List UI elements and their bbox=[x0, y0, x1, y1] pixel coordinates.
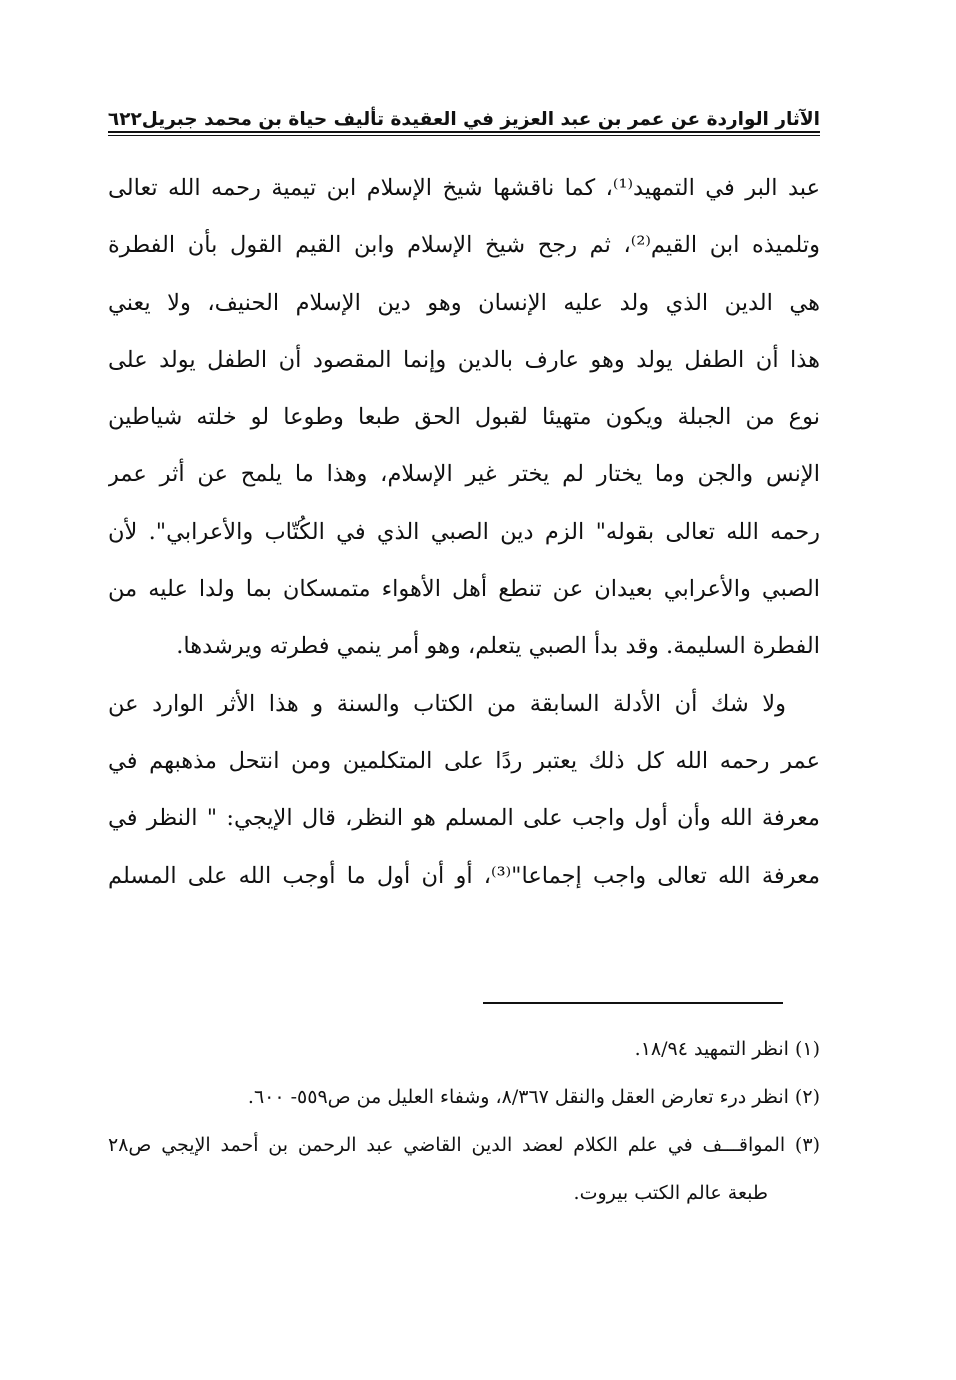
body-line: معرفة الله وأن أول واجب على المسلم هو النظر، قال الإيجي: " النظر في bbox=[108, 805, 820, 832]
footnote-1: (١) انظر التمهيد ١٨/٩٤. bbox=[634, 1038, 820, 1060]
body-line: وتلميذه ابن القيم⁽²⁾، ثم رجح شيخ الإسلام وابن القيم القول بأن الفطرة bbox=[108, 232, 820, 259]
body-line: نوع من الجبلة ويكون متهيئا لقبول الحق طبعا وطوعا لو خلته شياطين bbox=[108, 404, 820, 431]
footnotes bbox=[108, 1025, 820, 1217]
paragraph-start-line: ولا شك أن الأدلة السابقة من الكتاب والسنة و هذا الأثر الوارد عن bbox=[108, 690, 786, 717]
body-line: رحمه الله تعالى بقوله" الزم دين الصبي الذي في الكُتّاب والأعرابي". لأن bbox=[108, 518, 820, 545]
body-line: هذا أن الطفل يولد وهو عارف بالدين وإنما المقصود أن الطفل يولد على bbox=[108, 346, 820, 373]
running-header bbox=[108, 96, 820, 130]
footnote-3-continuation: طبعة عالم الكتب بيروت. bbox=[573, 1182, 768, 1204]
body-line: الإنس والجن وما يختار لم يختر غير الإسلام، وهذا ما يلمح عن أثر عمر bbox=[108, 461, 820, 488]
footnote-2: (٢) انظر درء تعارض العقل والنقل ٨/٣٦٧، وشفاء العليل من ص٥٥٩- ٦٠٠. bbox=[247, 1086, 820, 1108]
body-text bbox=[108, 160, 820, 905]
paragraph-end-line: الفطرة السليمة. وقد بدأ الصبي يتعلم، وهو أمر ينمي فطرته ويرشدها. bbox=[176, 633, 820, 660]
page-number: ٦٢٢ bbox=[107, 109, 142, 130]
body-line: الصبي والأعرابي بعيدان عن تنطع أهل الأهواء متمسكان بما ولدا عليه من bbox=[108, 576, 820, 603]
header-title: الآثار الواردة عن عمر بن عبد العزيز في العقيدة تأليف حياة بن محمد جبريل bbox=[141, 109, 820, 130]
body-line: هي الدين الذي ولد عليه الإنسان وهو دين الإسلام الحنيف، ولا يعني bbox=[108, 289, 820, 316]
body-line: عبد البر في التمهيد⁽¹⁾، كما ناقشها شيخ الإسلام ابن تيمية رحمه الله تعالى bbox=[108, 175, 820, 201]
header-rule-thin bbox=[108, 135, 820, 136]
footnote-separator bbox=[483, 1002, 783, 1004]
header-rule bbox=[108, 131, 820, 133]
body-line: معرفة الله تعالى واجب إجماعا"⁽³⁾، أو أن أول ما أوجب الله على المسلم bbox=[108, 862, 820, 889]
footnote-3: (٣) المواقـــف في علم الكلام لعضد الدين القاضي عبد الرحمن بن أحمد الإيجي ص٢٨ bbox=[108, 1134, 820, 1156]
body-line: عمر رحمه الله كل ذلك يعتبر ردًا على المتكلمين ومن انتحل مذهبهم في bbox=[108, 747, 820, 774]
